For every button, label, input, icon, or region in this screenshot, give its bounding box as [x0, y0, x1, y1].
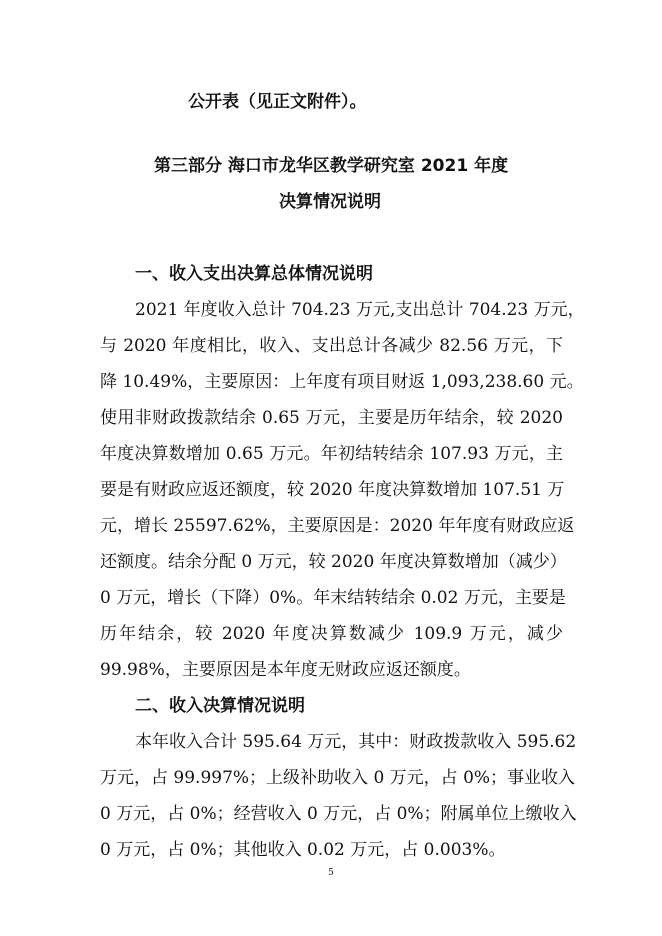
page-number: 5: [328, 868, 334, 878]
section1-line-9: 0 万元，增长（下降）0%。年末结转结余 0.02 万元，主要是: [100, 588, 566, 608]
page-title-line1: 第三部分 海口市龙华区教学研究室 2021 年度: [154, 156, 509, 176]
section1-line-6: 要是有财政应返还额度，较 2020 年度决算数增加 107.51 万: [100, 480, 565, 500]
section1-line-5: 年度决算数增加 0.65 万元。年初结转结余 107.93 万元，主: [100, 444, 563, 464]
section1-line-11: 99.98%，主要原因是本年度无财政应返还额度。: [100, 660, 471, 680]
section1-line-10: 历年结余，较 2020 年度决算数减少 109.9 万元，减少: [100, 624, 563, 644]
section1-line-4: 使用非财政拨款结余 0.65 万元，主要是历年结余，较 2020: [100, 408, 563, 428]
section1-line-8: 还额度。结余分配 0 万元，较 2020 年度决算数增加（减少）: [100, 552, 567, 572]
section1-heading: 一、收入支出决算总体情况说明: [135, 264, 373, 284]
page-title-line2: 决算情况说明: [279, 192, 381, 212]
section2-line-1: 本年收入合计 595.64 万元，其中：财政拨款收入 595.62: [135, 732, 577, 752]
section1-line-2: 与 2020 年度相比，收入、支出总计各减少 82.56 万元，下: [100, 336, 563, 356]
section1-line-1: 2021 年度收入总计 704.23 万元,支出总计 704.23 万元，: [135, 300, 585, 320]
section2-line-2: 万元，占 99.997%；上级补助收入 0 万元，占 0%；事业收入: [100, 768, 576, 788]
section1-line-7: 元，增长 25597.62%，主要原因是：2020 年年度有财政应返: [100, 516, 575, 536]
top-line: 公开表（见正文附件）。: [188, 92, 367, 112]
section2-line-3: 0 万元，占 0%；经营收入 0 万元，占 0%；附属单位上缴收入: [100, 804, 577, 824]
section1-line-3: 降 10.49%，主要原因：上年度有项目财返 1,093,238.60 元。: [100, 372, 584, 392]
section2-heading: 二、收入决算情况说明: [135, 696, 305, 716]
section2-line-4: 0 万元，占 0%；其他收入 0.02 万元，占 0.003%。: [100, 840, 506, 860]
